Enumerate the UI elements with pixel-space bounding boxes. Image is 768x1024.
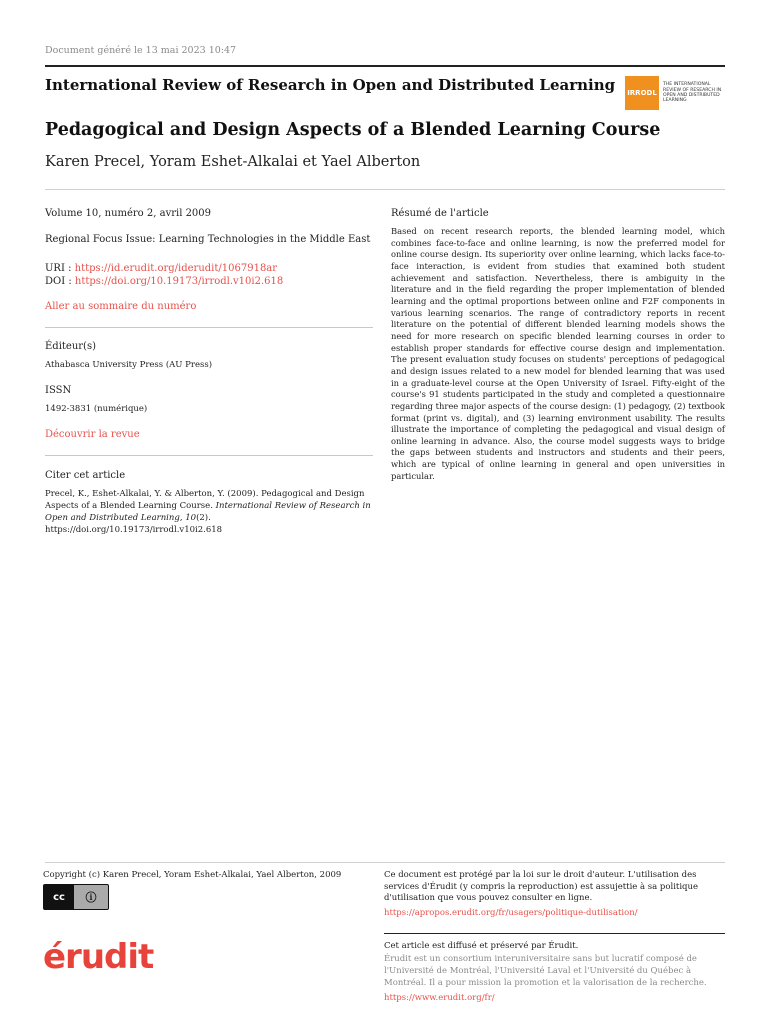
header-divider: [45, 189, 725, 190]
issue-summary-link[interactable]: Aller au sommaire du numéro: [45, 301, 197, 312]
notice-text: Ce document est protégé par la loi sur le droit d'auteur. L'utilisation des services d'Érudit (y compris la reproduction) est assujettie à sa politique d'utilisation que vous pouvez consulter en ligne.: [384, 870, 698, 903]
article-authors: Karen Precel, Yoram Eshet-Alkalai et Yael Alberton: [45, 154, 421, 170]
copyright-notice: [384, 870, 714, 919]
uri-link[interactable]: https://id.erudit.org/iderudit/1067918ar: [74, 263, 278, 274]
citation-volume: 10: [185, 513, 197, 523]
citation-part2: (2). https://doi.org/10.19173/irrodl.v10i2.618: [45, 513, 223, 535]
copyright-text: Copyright (c) Karen Precel, Yoram Eshet-Alkalai, Yael Alberton, 2009: [43, 870, 342, 880]
cite-heading: Citer cet article: [45, 470, 126, 481]
attribution-icon: ⓘ: [85, 891, 97, 904]
doi-link[interactable]: https://doi.org/10.19173/irrodl.v10i2.618: [74, 276, 284, 287]
volume-info: Volume 10, numéro 2, avril 2009: [45, 208, 212, 219]
cc-icon: cc: [44, 885, 74, 909]
irrodl-logo-mark: IRRODL: [625, 76, 659, 110]
citation-sep: ,: [179, 513, 186, 523]
uri-label: URI :: [45, 263, 75, 274]
publisher-name: Athabasca University Press (AU Press): [45, 360, 213, 370]
doi-line: [45, 276, 373, 287]
generated-date: Document généré le 13 mai 2023 10:47: [45, 45, 237, 56]
issn-value: 1492-3831 (numérique): [45, 404, 148, 414]
footer-divider: [45, 862, 725, 863]
publisher-heading: Éditeur(s): [45, 341, 96, 352]
journal-logo: [625, 76, 725, 110]
issue-note: Regional Focus Issue: Learning Technologies in the Middle East: [45, 234, 371, 245]
discover-journal-link[interactable]: Découvrir la revue: [45, 429, 140, 440]
left-divider-1: [45, 327, 373, 328]
policy-link[interactable]: https://apropos.erudit.org/fr/usagers/politique-dutilisation/: [384, 907, 638, 918]
irrodl-logo-text: THE INTERNATIONAL REVIEW OF RESEARCH IN OPEN AND DISTRIBUTED LEARNING: [663, 82, 722, 104]
erudit-site-link[interactable]: https://www.erudit.org/fr/: [384, 993, 495, 1003]
cc-license-badge[interactable]: [43, 884, 109, 910]
erudit-description: Érudit est un consortium interuniversitaire sans but lucratif composé de l'Université de Montréal, l'Université Laval et l'Université du Québec à Montréal. Il a pour mission la promotion et la valorisation de la recherche.: [384, 954, 707, 988]
top-rule: [45, 65, 725, 67]
journal-title: International Review of Research in Open and Distributed Learning: [45, 76, 616, 94]
abstract-heading: Résumé de l'article: [391, 208, 489, 219]
diffusion-heading: Cet article est diffusé et préservé par Érudit.: [384, 941, 579, 951]
doi-label: DOI :: [45, 276, 75, 287]
issn-heading: ISSN: [45, 385, 72, 396]
abstract-text: Based on recent research reports, the blended learning model, which combines face-to-face and online learning, is now the preferred model for online course design. Its superiority over online learning, which lacks face-to-face interaction, is evident from studies that examined both student achievement and satisfaction. Nevertheless, there is ambiguity in the literature and in the field regarding the proper implementation of blended learning and the optimal proportions between online and F2F components in various learning scenarios. The range of contradictory reports in recent literature on the potential of different blended learning models shows the need for more research on specific blended learning courses in order to establish proper standards for effective course design and implementation. The present evaluation study focuses on students' perceptions of pedagogical and design issues related to a new model for blended learning that was used in a graduate-level course at the Open University of Israel. Fifty-eight of the course's 91 students participated in the study and completed a questionnaire regarding three major aspects of the course design: (1) pedagogy, (2) textbook format (print vs. digital), and (3) learning environment usability. The results illustrate the importance of completing the pedagogical and visual design of online learning in advance. Also, the course model suggests ways to bridge the gaps between students and instructors and students and their peers, which are typical of online learning in general and open universities in particular.: [391, 226, 725, 481]
citation-text: [45, 488, 373, 536]
erudit-logo: érudit: [43, 937, 154, 977]
footer-divider-2: [384, 933, 725, 934]
citation-part1: Precel, K., Eshet-Alkalai, Y. & Alberton, Y. (2009). Pedagogical and Design Aspects of a Blended Learning Course.: [45, 489, 365, 511]
article-title: Pedagogical and Design Aspects of a Blended Learning Course: [45, 120, 661, 140]
uri-line: [45, 263, 373, 274]
citation-journal: International Review of Research in Open and Distributed Learning: [45, 501, 371, 523]
left-divider-2: [45, 455, 373, 456]
